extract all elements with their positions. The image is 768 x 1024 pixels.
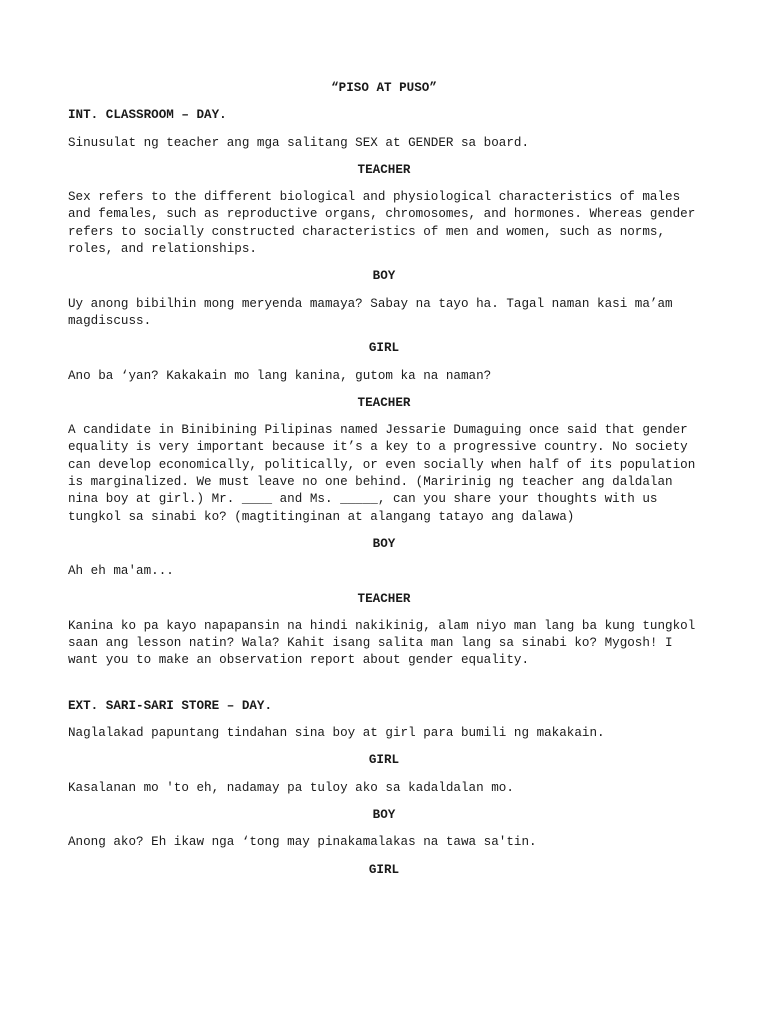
scene-heading-sari-sari-store: EXT. SARI-SARI STORE – DAY. <box>68 698 273 713</box>
dialogue-line: Anong ako? Eh ikaw nga ‘tong may pinakamalakas na tawa sa'tin. <box>68 835 537 850</box>
character-name-boy: BOY <box>372 269 396 284</box>
dialogue-line: Ah eh ma'am... <box>68 564 174 579</box>
character-name-girl: GIRL <box>368 862 400 877</box>
dialogue-line: Kasalanan mo 'to eh, nadamay pa tuloy ako sa kadaldalan mo. <box>68 780 514 795</box>
character-name-boy: BOY <box>372 807 396 822</box>
character-name-boy: BOY <box>372 536 396 551</box>
action-line: Sinusulat ng teacher ang mga salitang SEX at GENDER sa board. <box>68 135 530 150</box>
dialogue-line: Sex refers to the different biological and physiological characteristics of males and females, such as reproductive organs, chromosomes, and hormones. Whereas gender refers to socially constructed characteristics of men and women, such as norms, roles, and relationships. <box>68 190 703 257</box>
character-name-teacher: TEACHER <box>357 162 411 177</box>
scene-heading-classroom: INT. CLASSROOM – DAY. <box>68 108 227 123</box>
action-line: Naglalakad papuntang tindahan sina boy at girl para bumili ng makakain. <box>68 726 605 741</box>
character-name-girl: GIRL <box>368 341 400 356</box>
character-name-girl: GIRL <box>368 753 400 768</box>
dialogue-line: Ano ba ‘yan? Kakakain mo lang kanina, gutom ka na naman? <box>68 368 492 383</box>
character-name-teacher: TEACHER <box>357 395 411 410</box>
dialogue-line: Kanina ko pa kayo napapansin na hindi nakikinig, alam niyo man lang ba kung tungkol saan ang lesson natin? Wala? Kahit isang salita man lang sa sinabi ko? Mygosh! I want you to make an observation report about gender equality. <box>68 618 703 668</box>
dialogue-line: Uy anong bibilhin mong meryenda mamaya? Sabay na tayo ha. Tagal naman kasi ma’am magdiscuss. <box>68 296 681 328</box>
dialogue-line: A candidate in Binibining Pilipinas named Jessarie Dumaguing once said that gender equality is very important because it’s a key to a progressive country. No society can develop economically, politically, or even socially when half of its population is marginalized. We must leave no one behind. (Maririnig ng teacher ang daldalan nina boy at girl.) Mr. ____ and Ms. _____, can you share your thoughts with us tungkol sa sinabi ko? (magtitinginan at alangang tatayo ang dalawa) <box>68 423 703 524</box>
script-page <box>68 80 703 889</box>
character-name-teacher: TEACHER <box>357 591 411 606</box>
script-title: “PISO AT PUSO” <box>331 81 437 95</box>
